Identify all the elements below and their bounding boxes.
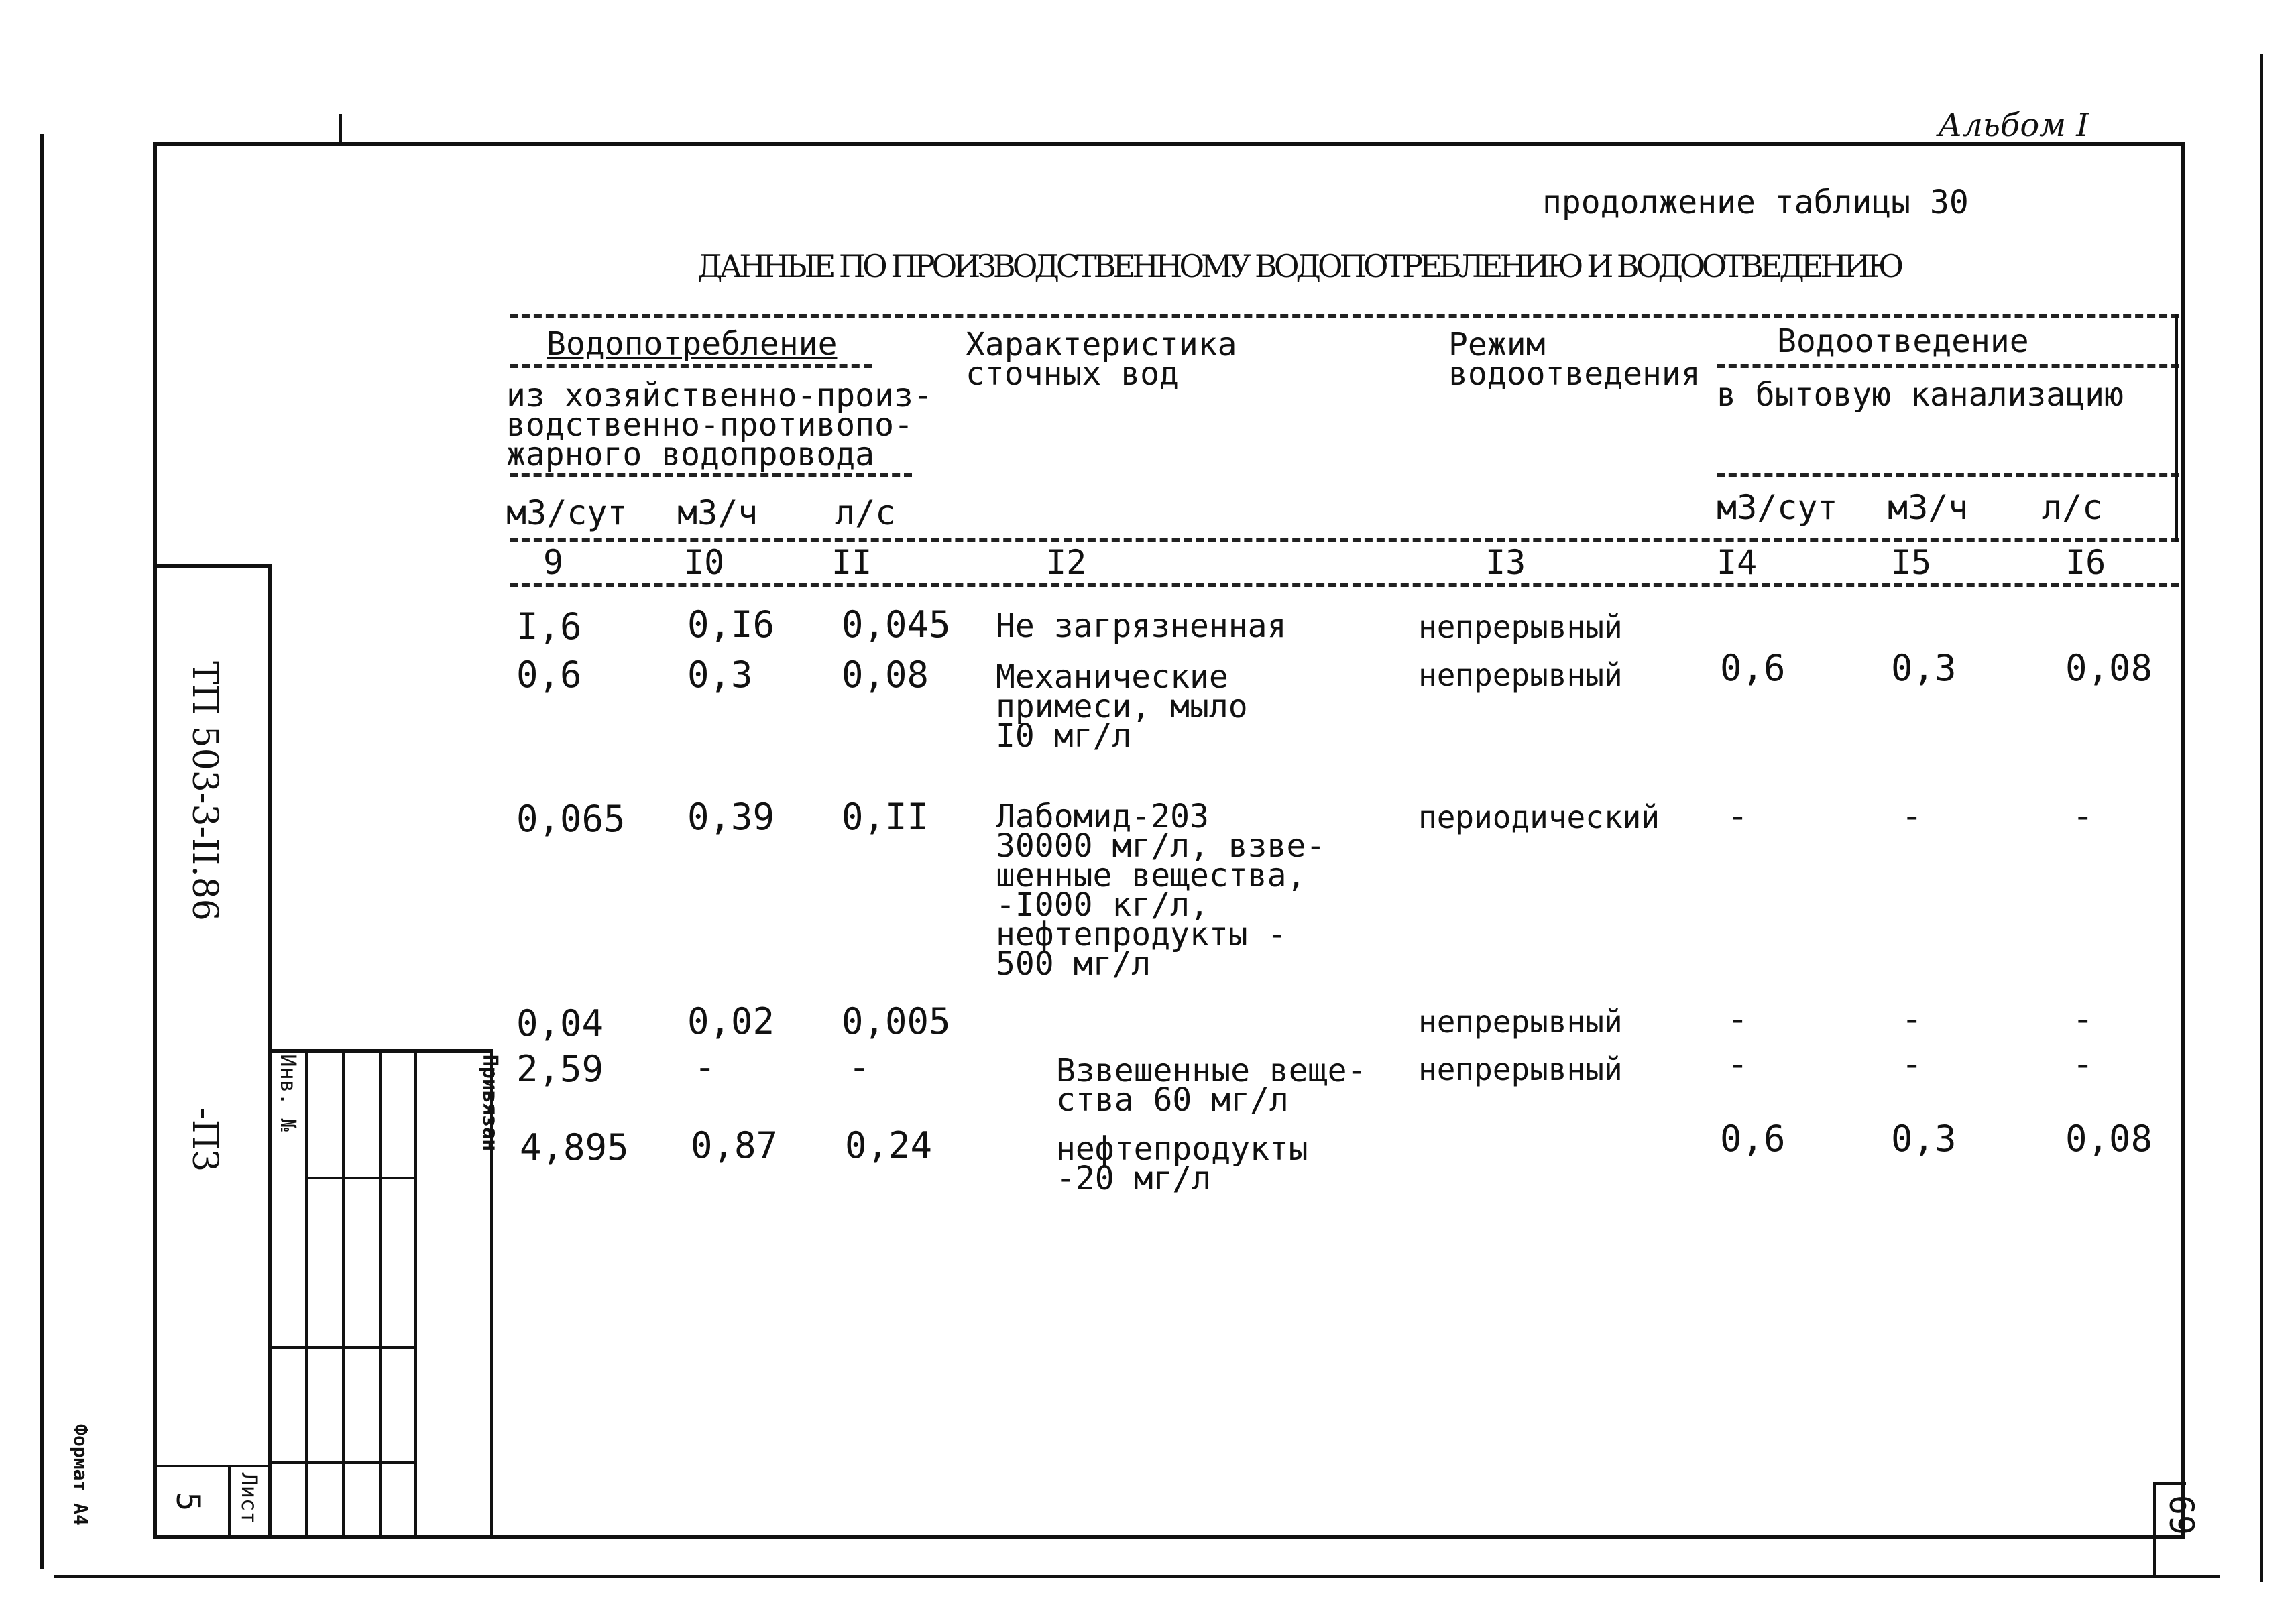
drainage-right-edge [2175,314,2178,542]
album-label: Альбом I [1938,107,2089,144]
stamp-doc-code: ТП 503-3-II.86 [184,661,225,921]
r5-c11: - [848,1046,870,1088]
stamp-top [153,564,271,568]
frame-bottom [153,1535,2185,1539]
r2-c9: 0,6 [516,654,582,696]
rule-below-numbers [510,583,2179,587]
r3-c9: 0,065 [516,798,626,840]
r5-c14: - [1727,1042,1749,1085]
outer-left-edge [40,134,44,1569]
header-drainage: Водоотведение [1777,322,2029,360]
stamp-doc-suffix: -ПЗ [184,1107,225,1172]
r3-c16: - [2072,794,2094,837]
page-number-box-left [2152,1482,2156,1575]
r1-c10: 0,I6 [687,603,775,646]
tick-1 [339,114,342,144]
r2-c13: непрерывный [1418,657,1623,693]
rule-under-consumption [510,364,872,368]
colnum-10: I0 [684,543,725,582]
frame-top [153,142,2185,146]
header-wastewater: Характеристика сточных вод [966,326,1237,393]
r2-c16: 0,08 [2065,647,2153,689]
header-consumption-source: из хозяйственно-произ- водственно-противопо- жарного водопровода [506,377,933,473]
header-water-consumption: Водопотребление [547,325,838,363]
r1-c13: непрерывный [1418,609,1623,645]
page-title: ДАННЫЕ ПО ПРОИЗВОДСТВЕННОМУ ВОДОПОТРЕБЛЕНИЮ И ВОДООТВЕДЕНИЮ [697,248,1901,284]
r1-c11: 0,045 [842,603,951,646]
r1-c12: Не загрязненная [996,607,1287,645]
rule-under-drainage [1717,364,2179,368]
page-number: 69 [2162,1494,2201,1536]
header-regime: Режим водоотведения [1448,326,1701,393]
grid-row-3 [268,1461,417,1464]
r6-c9: 4,895 [520,1126,629,1168]
sheet-number: 5 [169,1492,207,1512]
sheet-label: Лист [237,1472,262,1524]
inv-label: Инв. № [276,1054,301,1132]
r3-c12: Лабомид-203 30000 мг/л, взве- шенные вещества, -I000 кг/л, нефтепродукты - 500 мг/л [996,798,1326,983]
r3-c11: 0,II [842,796,929,838]
table-continuation: продолжение таблицы 30 [1542,184,1969,221]
outer-right-edge [2260,54,2263,1582]
binding-label: Привязан [478,1054,502,1152]
grid-row-2 [268,1346,417,1349]
rule-under-source [510,473,912,477]
r5-c9: 2,59 [516,1048,604,1090]
r4-c16: - [2072,998,2094,1040]
r2-c15: 0,3 [1891,647,1957,689]
unit-c10: м3/ч [677,493,758,532]
r2-c14: 0,6 [1720,647,1786,689]
rule-above-numbers [510,538,2179,542]
colnum-15: I5 [1891,543,1932,582]
colnum-11: II [831,543,872,582]
r5-c15: - [1901,1042,1923,1085]
r5-c10: - [694,1046,716,1088]
colnum-16: I6 [2065,543,2106,582]
r6-c10: 0,87 [691,1124,779,1166]
colnum-12: I2 [1046,543,1087,582]
r4-c15: - [1901,998,1923,1040]
r3-c10: 0,39 [687,796,775,838]
rule-top [510,314,2179,318]
r6-c12: нефтепродукты -20 мг/л [1056,1130,1308,1197]
unit-c14: м3/сут [1717,488,1838,527]
grid-row-1 [305,1177,417,1179]
unit-c9: м3/сут [506,493,628,532]
r6-c14: 0,6 [1720,1118,1786,1160]
colnum-13: I3 [1485,543,1526,582]
colnum-9: 9 [543,543,564,582]
unit-c11: л/с [835,493,896,532]
r2-c10: 0,3 [687,654,753,696]
format-label: Формат А4 [70,1424,92,1526]
r4-c9: 0,04 [516,1002,604,1044]
r2-c12: Механические примеси, мыло I0 мг/л [996,658,1248,755]
r1-c9: I,6 [516,605,582,648]
r4-c10: 0,02 [687,1000,775,1042]
r4-c14: - [1727,998,1749,1040]
unit-c15: м3/ч [1888,488,1969,527]
frame-left [153,142,157,1537]
frame-right [2181,142,2185,1537]
r6-c11: 0,24 [845,1124,933,1166]
rule-under-target [1717,473,2179,477]
unit-c16: л/с [2042,488,2103,527]
r2-c11: 0,08 [842,654,929,696]
r4-c11: 0,005 [842,1000,951,1042]
sheet-box-divider [228,1465,231,1537]
r3-c14: - [1727,794,1749,837]
r3-c15: - [1901,794,1923,837]
header-drainage-target: в бытовую канализацию [1717,376,2124,414]
r4-c13: непрерывный [1418,1004,1623,1040]
r5-c12: Взвешенные веще- ства 60 мг/л [1056,1052,1367,1119]
r5-c16: - [2072,1042,2094,1085]
r6-c16: 0,08 [2065,1118,2153,1160]
r5-c13: непрерывный [1418,1051,1623,1087]
colnum-14: I4 [1717,543,1758,582]
r6-c15: 0,3 [1891,1118,1957,1160]
r3-c13: периодический [1418,799,1660,835]
outer-bottom-edge [54,1575,2220,1578]
